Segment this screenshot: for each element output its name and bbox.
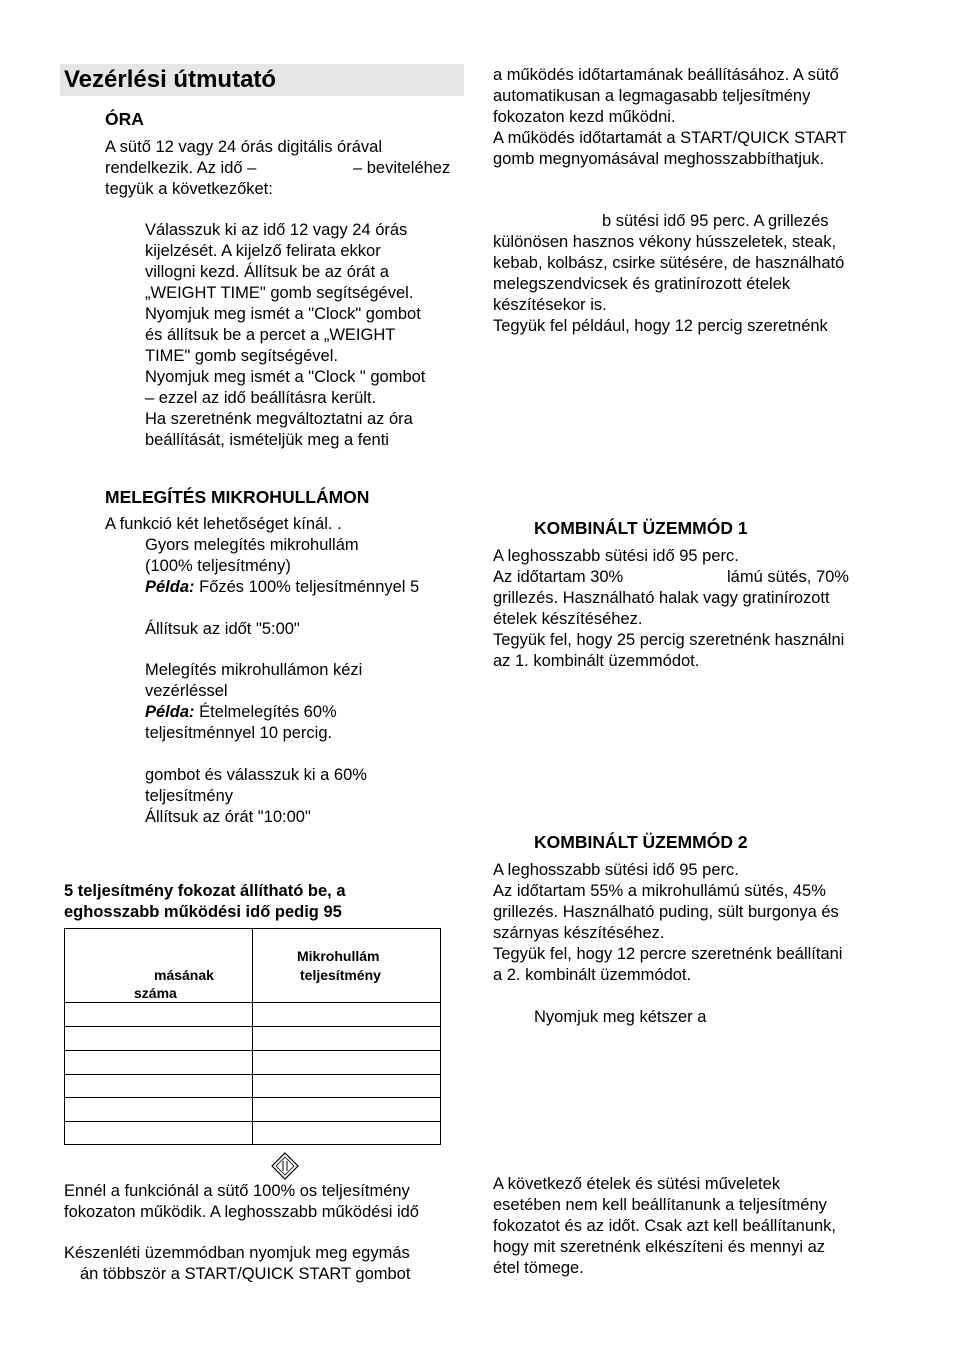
table-header-right-1: Mikrohullám bbox=[297, 948, 380, 964]
microwave-opt2-title: Melegítés mikrohullámon kézi bbox=[145, 661, 363, 679]
auto-line: esetében nem kell beállítanunk a teljesítmény bbox=[493, 1196, 827, 1214]
table-cell bbox=[64, 1097, 253, 1122]
right-top-line: fokozaton kezd működni. bbox=[493, 108, 676, 126]
table-cell bbox=[64, 1002, 253, 1027]
quick-line-1: Ennél a funkciónál a sütő 100% os teljesítmény bbox=[64, 1182, 410, 1200]
clock-step-line: TIME" gomb segítségével. bbox=[145, 347, 338, 365]
table-cell bbox=[252, 1002, 441, 1027]
quick-line-2: fokozaton működik. A leghosszabb működési idő bbox=[64, 1203, 419, 1221]
combo2-line: Tegyük fel, hogy 12 percre szeretnénk beállítani bbox=[493, 945, 843, 963]
table-header-right-2: teljesítmény bbox=[300, 967, 381, 983]
quick-start-icon bbox=[271, 1152, 299, 1180]
right-top-line: a működés időtartamának beállításához. A sütő bbox=[493, 66, 839, 84]
table-cell bbox=[64, 1050, 253, 1075]
example-label: Példa: bbox=[145, 578, 195, 596]
table-cell bbox=[252, 1026, 441, 1051]
right-top-line: gomb megnyomásával meghosszabbíthatjuk. bbox=[493, 150, 825, 168]
right-top-line: automatikusan a legmagasabb teljesítmény bbox=[493, 87, 811, 105]
table-cell bbox=[252, 1050, 441, 1075]
combo2-line: Nyomjuk meg kétszer a bbox=[534, 1008, 707, 1026]
table-cell bbox=[252, 1097, 441, 1122]
grill-line: különösen hasznos vékony hússzeletek, steak, bbox=[493, 233, 837, 251]
power-line-1: 5 teljesítmény fokozat állítható be, a bbox=[64, 882, 346, 900]
microwave-heading: MELEGÍTÉS MIKROHULLÁMON bbox=[105, 487, 370, 507]
combo1-line: grillezés. Használható halak vagy gratinírozott bbox=[493, 589, 830, 607]
power-line-2: eghosszabb működési idő pedig 95 bbox=[64, 903, 342, 921]
microwave-opt2-step-3: Állítsuk az órát "10:00" bbox=[145, 808, 311, 826]
combo2-line: Az időtartam 55% a mikrohullámú sütés, 45% bbox=[493, 882, 826, 900]
combo1-line: az 1. kombinált üzemmódot. bbox=[493, 652, 700, 670]
combo1-heading: KOMBINÁLT ÜZEMMÓD 1 bbox=[534, 518, 748, 538]
clock-step-line: villogni kezd. Állítsuk be az órát a bbox=[145, 263, 389, 281]
microwave-opt1-example bbox=[145, 577, 419, 598]
table-cell bbox=[252, 1121, 441, 1145]
microwave-opt2-step-2: teljesítmény bbox=[145, 787, 234, 805]
example-label: Példa: bbox=[145, 703, 195, 721]
auto-line: fokozatot és az időt. Csak azt kell beállítanunk, bbox=[493, 1217, 837, 1235]
combo2-line: a 2. kombinált üzemmódot. bbox=[493, 966, 692, 984]
table-header-left-2: száma bbox=[134, 985, 177, 1001]
clock-step-line: és állítsuk be a percet a „WEIGHT bbox=[145, 326, 396, 344]
clock-intro-2a: rendelkezik. Az idő – bbox=[105, 159, 257, 177]
grill-line: melegszendvicsek és gratinírozott ételek bbox=[493, 275, 791, 293]
table-header-cell bbox=[252, 928, 441, 1003]
table-header-cell bbox=[64, 928, 253, 1003]
combo2-line: szárnyas készítéséhez. bbox=[493, 924, 665, 942]
combo1-line: lámú sütés, 70% bbox=[727, 568, 849, 586]
quick-line-3: Készenléti üzemmódban nyomjuk meg egymás bbox=[64, 1244, 410, 1262]
auto-line: A következő ételek és sütési műveletek bbox=[493, 1175, 781, 1193]
clock-step-line: „WEIGHT TIME" gomb segítségével. bbox=[145, 284, 414, 302]
clock-step-line: kijelzését. A kijelző felirata ekkor bbox=[145, 242, 381, 260]
page-title: Vezérlési útmutató bbox=[64, 66, 277, 93]
microwave-opt2-subtitle: vezérléssel bbox=[145, 682, 228, 700]
combo2-heading: KOMBINÁLT ÜZEMMÓD 2 bbox=[534, 832, 748, 852]
table-header-left-1: másának bbox=[154, 967, 214, 983]
table-cell bbox=[64, 1074, 253, 1098]
combo2-line: A leghosszabb sütési idő 95 perc. bbox=[493, 861, 739, 879]
table-cell bbox=[64, 1121, 253, 1145]
clock-step-line: beállítását, ismételjük meg a fenti bbox=[145, 431, 389, 449]
combo1-line: A leghosszabb sütési idő 95 perc. bbox=[493, 547, 739, 565]
section-title-bar bbox=[60, 64, 464, 96]
microwave-opt2-example-2: teljesítménnyel 10 percig. bbox=[145, 724, 333, 742]
clock-intro-1: A sütő 12 vagy 24 órás digitális órával bbox=[105, 138, 382, 156]
microwave-opt1-title: Gyors melegítés mikrohullám bbox=[145, 536, 359, 554]
microwave-opt1-subtitle: (100% teljesítmény) bbox=[145, 557, 291, 575]
combo1-line: ételek készítéséhez. bbox=[493, 610, 643, 628]
table-cell bbox=[252, 1074, 441, 1098]
auto-line: étel tömege. bbox=[493, 1259, 584, 1277]
clock-heading: ÓRA bbox=[105, 109, 144, 129]
auto-line: hogy mit szeretnénk elkészíteni és mennyi az bbox=[493, 1238, 825, 1256]
example-text: Főzés 100% teljesítménnyel 5 bbox=[194, 578, 420, 596]
example-text: Ételmelegítés 60% bbox=[194, 703, 337, 721]
table-cell bbox=[64, 1026, 253, 1051]
clock-step-line: – ezzel az idő beállításra került. bbox=[145, 389, 377, 407]
microwave-opt2-step-1: gombot és válasszuk ki a 60% bbox=[145, 766, 367, 784]
clock-intro-3: tegyük a következőket: bbox=[105, 180, 273, 198]
clock-step-line: Nyomjuk meg ismét a "Clock" gombot bbox=[145, 305, 421, 323]
clock-step-line: Nyomjuk meg ismét a "Clock " gombot bbox=[145, 368, 426, 386]
combo1-line: Az időtartam 30% bbox=[493, 568, 624, 586]
grill-line: b sütési idő 95 perc. A grillezés bbox=[602, 212, 829, 230]
grill-line: kebab, kolbász, csirke sütésére, de használható bbox=[493, 254, 845, 272]
combo1-line: Tegyük fel, hogy 25 percig szeretnénk használni bbox=[493, 631, 845, 649]
grill-line: készítésekor is. bbox=[493, 296, 607, 314]
microwave-intro: A funkció két lehetőséget kínál. . bbox=[105, 515, 342, 533]
quick-line-4: án többször a START/QUICK START gombot bbox=[80, 1265, 411, 1283]
power-table bbox=[64, 928, 441, 1145]
clock-step-line: Ha szeretnénk megváltoztatni az óra bbox=[145, 410, 413, 428]
microwave-opt2-example bbox=[145, 702, 337, 723]
right-top-line: A működés időtartamát a START/QUICK START bbox=[493, 129, 847, 147]
clock-step-line: Válasszuk ki az idő 12 vagy 24 órás bbox=[145, 221, 408, 239]
combo2-line: grillezés. Használható puding, sült burgonya és bbox=[493, 903, 839, 921]
clock-intro-2b: – beviteléhez bbox=[353, 159, 451, 177]
microwave-opt1-set: Állítsuk az időt "5:00" bbox=[145, 620, 300, 638]
grill-line: Tegyük fel például, hogy 12 percig szeretnénk bbox=[493, 317, 828, 335]
